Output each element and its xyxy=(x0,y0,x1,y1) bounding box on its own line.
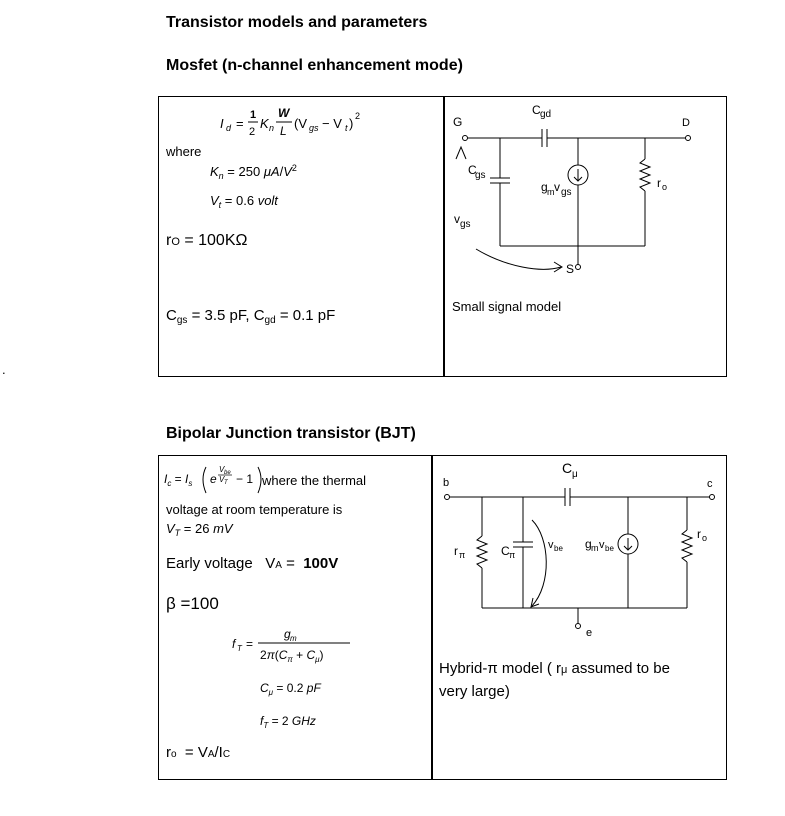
svg-text:v: v xyxy=(548,539,554,551)
svg-text:− V: − V xyxy=(322,116,342,131)
stray-dot: . xyxy=(2,362,6,377)
svg-text:VT = 26 mV: $V_T = 26$ mV xyxy=(166,521,233,538)
ft-value xyxy=(260,710,360,737)
page-title: Transistor models and parameters xyxy=(166,14,428,31)
bjt-table-divider xyxy=(431,455,433,780)
va-sub: A xyxy=(275,560,282,571)
ft-equation xyxy=(232,622,362,671)
svg-text:D: D xyxy=(682,117,690,129)
ro-bjt-value xyxy=(166,744,230,761)
svg-text:Vt = 0.6 volt: $V_t = 0.6$ volt xyxy=(210,193,278,210)
ro-label: r xyxy=(166,232,172,249)
svg-text:μ: μ xyxy=(572,469,578,480)
svg-text:gs: gs xyxy=(475,170,486,181)
svg-text:r: r xyxy=(657,176,661,190)
svg-text:C: C xyxy=(501,544,510,558)
svg-text:2π(Cπ + Cμ): $2\pi(C_\pi + C_\mu)$ xyxy=(260,648,324,664)
mosfet-table-divider xyxy=(443,96,445,377)
caption-rest: assumed to be xyxy=(567,660,670,677)
svg-text:be: be xyxy=(224,470,231,476)
svg-text:− 1: − 1 xyxy=(236,472,254,486)
svg-text:fT = 2 GHz: $f_T = 2$ GHz xyxy=(260,714,316,730)
svg-text:v: v xyxy=(554,180,560,194)
svg-text:V: V xyxy=(219,475,225,484)
svg-text:f: f xyxy=(232,637,236,651)
svg-text:gs: gs xyxy=(309,123,319,133)
svg-text:r: r xyxy=(454,544,458,558)
ro-bjt-label: r xyxy=(166,744,171,761)
svg-text:K: K xyxy=(260,116,269,131)
svg-text:gs: gs xyxy=(561,187,572,198)
svg-text:S: S xyxy=(566,262,575,276)
svg-text:g: g xyxy=(585,537,592,551)
svg-text:V: V xyxy=(219,465,225,474)
svg-text:C: C xyxy=(532,103,541,117)
svg-text:b: b xyxy=(443,477,450,489)
svg-text:m: m xyxy=(547,187,555,197)
ro-bjt-ic-sub: C xyxy=(222,749,231,760)
svg-text:n: n xyxy=(269,123,275,133)
mosfet-caption: Small signal model xyxy=(452,299,562,314)
beta-value: β =100 xyxy=(166,594,219,613)
svg-text:o: o xyxy=(702,533,708,543)
ro-value xyxy=(166,232,247,250)
ro-bjt-va-sub: A xyxy=(207,749,215,760)
svg-text:v: v xyxy=(454,212,460,226)
svg-text:o: o xyxy=(662,182,668,192)
svg-text:Cμ = 0.2 pF: $C_\mu = 0.2$ pF xyxy=(260,681,321,697)
room-temp-text: voltage at room temperature is xyxy=(166,502,343,517)
where-label: where xyxy=(166,144,202,159)
svg-text:C: C xyxy=(562,460,573,476)
mosfet-small-signal-circuit xyxy=(446,99,724,299)
svg-text:T: T xyxy=(237,644,242,653)
svg-text:Kn = 250 μA/V2: $K_n = 250$ $\mu A/V^2$ xyxy=(210,163,297,181)
svg-text:c: c xyxy=(707,478,713,490)
svg-text:m: m xyxy=(591,543,599,553)
mosfet-id-equation xyxy=(218,100,388,151)
vt-value xyxy=(210,190,320,217)
svg-text:gs: gs xyxy=(460,219,471,230)
svg-text:=: = xyxy=(236,116,244,131)
va-label: V xyxy=(265,555,276,572)
kn-value xyxy=(210,160,350,189)
svg-text:T: T xyxy=(224,480,228,486)
ro-number: = 100KΩ xyxy=(184,232,248,249)
svg-text:π: π xyxy=(509,550,516,560)
svg-text:r: r xyxy=(697,527,701,541)
bjt-heading: Bipolar Junction transistor (BJT) xyxy=(166,425,416,442)
svg-text:(V: (V xyxy=(294,116,307,131)
svg-text:be: be xyxy=(605,544,614,553)
bjt-caption xyxy=(439,658,670,703)
thermal-text: where the thermal xyxy=(262,473,367,488)
mosfet-heading: Mosfet (n-channel enhancement mode) xyxy=(166,57,463,74)
svg-text:m: m xyxy=(290,634,297,643)
svg-text:L: L xyxy=(280,124,287,138)
svg-text:Cgs = 3.5 pF, Cgd = 0.1 pF: $C_{gs} = 3.5$ pF, $C_{gd} = 0.1$ pF xyxy=(166,307,336,326)
svg-text:v: v xyxy=(599,539,605,551)
bjt-hybrid-pi-circuit xyxy=(434,458,724,638)
svg-text:1: 1 xyxy=(250,109,257,121)
svg-text:G: G xyxy=(453,115,463,129)
ro-bjt-eq: = V xyxy=(184,744,208,761)
svg-text:Ic = Is: $I_c = I_s$ xyxy=(164,472,193,488)
svg-text:I: I xyxy=(220,116,224,131)
early-label: Early voltage xyxy=(166,555,253,572)
svg-text:2: 2 xyxy=(249,126,256,138)
svg-text:g: g xyxy=(284,627,291,641)
svg-text:e: e xyxy=(586,627,593,638)
id-equation-svg xyxy=(218,100,388,146)
ro-bjt-sub: o xyxy=(171,749,177,760)
vt-value-bjt xyxy=(166,518,286,545)
svg-text:C: C xyxy=(468,163,477,177)
svg-text:): ) xyxy=(349,116,354,131)
svg-text:W: W xyxy=(278,106,290,120)
caption-line1: Hybrid-π model ( r xyxy=(439,660,562,677)
svg-text:=: = xyxy=(246,637,254,651)
ro-bjt-slash: /I xyxy=(214,744,223,761)
caption-mu: μ xyxy=(561,664,568,676)
svg-text:gd: gd xyxy=(540,109,552,120)
svg-text:2: 2 xyxy=(355,111,361,121)
svg-text:e: e xyxy=(210,472,217,486)
svg-text:π: π xyxy=(459,550,466,560)
cmu-value xyxy=(260,677,360,704)
cgs-cgd-value xyxy=(166,303,386,332)
ro-sub: O xyxy=(171,236,180,248)
caption-line2: very large) xyxy=(439,683,510,700)
svg-text:be: be xyxy=(554,544,563,553)
svg-text:t: t xyxy=(345,123,348,133)
svg-text:d: d xyxy=(226,123,232,133)
svg-text:g: g xyxy=(541,180,548,194)
va-value: 100V xyxy=(303,555,339,572)
early-voltage xyxy=(166,555,338,572)
va-eq: = xyxy=(286,555,295,572)
